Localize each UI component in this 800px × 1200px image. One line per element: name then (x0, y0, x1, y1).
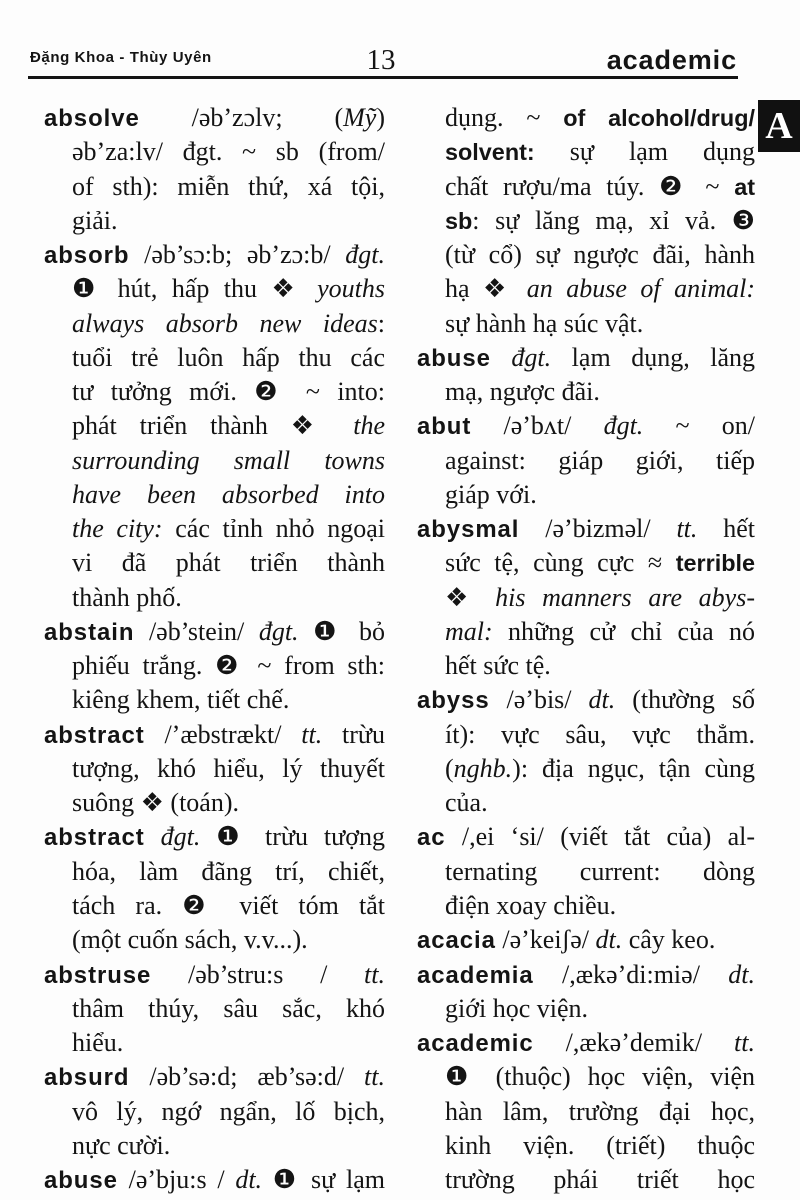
entry-text: (từ cổ) sự ngược đãi, hành (445, 240, 755, 270)
italic-text: dt. (728, 959, 755, 989)
entry-text: ( (445, 753, 454, 783)
entry-line (445, 1095, 755, 1129)
headword: academia (417, 961, 534, 989)
italic-text: đgt. (258, 616, 299, 646)
entry-line (44, 238, 385, 272)
entry-text: hạ ❖ (445, 274, 527, 304)
italic-text: tt. (676, 514, 698, 544)
entry-text: chất rượu/ma túy. ❷ ~ (445, 171, 735, 201)
entry-text: ❶ (thuộc) học viện, viện (445, 1062, 755, 1092)
entry-text: /,ækə’demik/ (533, 1028, 735, 1058)
entry-line (417, 341, 755, 375)
entry-text: nực cười. (72, 1130, 171, 1160)
entry-text: /əb’stein/ (134, 616, 259, 646)
entry-text: giáp với. (445, 479, 537, 509)
entry-text: ): địa ngục, tận cùng (512, 753, 755, 783)
entry-text: ~ on/ (643, 411, 756, 441)
entry-line (44, 958, 385, 992)
bold-phrase: sb (445, 207, 473, 234)
thumb-index-tab: A (758, 100, 800, 152)
entry-line (72, 855, 385, 889)
entry-line (445, 375, 755, 409)
italic-text: dt. (235, 1165, 263, 1195)
entry-line (417, 512, 755, 546)
entry-text: hết (697, 514, 755, 544)
entry-text: hết sức tệ. (445, 651, 551, 681)
entry-line (417, 1026, 755, 1060)
entry-text: /ə’bju:s / (117, 1165, 236, 1195)
entry-line (445, 307, 755, 341)
italic-text: the (353, 411, 385, 441)
entry-line (445, 1129, 755, 1163)
headword: abstain (44, 618, 135, 646)
entry-line (445, 135, 755, 169)
italic-text: đgt. (511, 342, 552, 372)
entry-text: trừu (322, 719, 385, 749)
entry-line (445, 272, 755, 306)
bold-phrase: at (734, 173, 755, 200)
entry-line (445, 581, 755, 615)
entry-text: tư tưởng mới. ❷ ~ into: (72, 377, 385, 407)
entry-text: /,ækə’di:miə/ (533, 959, 729, 989)
italic-text: mal: (445, 616, 493, 646)
italic-text: always absorb new ideas (72, 308, 378, 338)
entry-text: /əb’sɔ:b; əb’zɔ:b/ (129, 240, 346, 270)
entry-line (445, 204, 755, 238)
entry-text: hóa, làm đãng trí, chiết, (72, 856, 385, 886)
entry-line (44, 1163, 385, 1197)
italic-text: tt. (734, 1028, 755, 1058)
entry-line (72, 581, 385, 615)
entry-text: ❶ bỏ (298, 616, 385, 646)
entry-text: /əb’sə:d; æb’sə:d/ (129, 1062, 365, 1092)
headword: absorb (44, 242, 130, 270)
entry-text: trường phái triết học (445, 1165, 755, 1195)
entry-line (72, 889, 385, 923)
entry-line (445, 855, 755, 889)
entry-text: hàn lâm, trường đại học, (445, 1096, 755, 1126)
entry-line (72, 307, 385, 341)
entry-line (72, 923, 385, 957)
italic-text: tt. (364, 1062, 385, 1092)
italic-text: tt. (364, 959, 385, 989)
headword: abstract (44, 824, 145, 852)
entry-text: ít): vực sâu, vực thẳm. (445, 719, 755, 749)
entry-text: tuổi trẻ luôn hấp thu các (72, 342, 385, 372)
entry-line (72, 649, 385, 683)
italic-text: his manners are abys- (495, 582, 755, 612)
entry-line (72, 752, 385, 786)
headword: abut (417, 413, 472, 441)
entry-text: những cử chỉ của nó (492, 616, 755, 646)
entry-text: sự lạm dụng (534, 137, 755, 167)
entry-text: against: giáp giới, tiếp (445, 445, 755, 475)
italic-text: surrounding small towns (72, 445, 385, 475)
entry-text: thành phố. (72, 582, 182, 612)
entry-text: ❶ sự lạm (262, 1165, 385, 1195)
entry-line (445, 786, 755, 820)
entry-line (445, 170, 755, 204)
entry-line (445, 101, 755, 135)
headword: abuse (417, 344, 491, 372)
entry-line (72, 444, 385, 478)
entry-text: mạ, ngược đãi. (445, 377, 600, 407)
headword: abyss (417, 687, 490, 715)
entry-text: phát triển thành ❖ (72, 411, 354, 441)
entry-line (72, 341, 385, 375)
italic-text: have been absorbed into (72, 479, 385, 509)
italic-text: dt. (595, 925, 623, 955)
italic-text: an abuse of animal: (526, 274, 755, 304)
italic-text: nghb. (453, 753, 513, 783)
entry-text: /’æbstrækt/ (144, 719, 302, 749)
entry-text: điện xoay chiều. (445, 890, 617, 920)
entry-line (72, 1095, 385, 1129)
entry-line (72, 409, 385, 443)
headword: abuse (44, 1167, 118, 1195)
headword: abstract (44, 721, 145, 749)
bold-phrase: terrible (675, 550, 755, 577)
entry-line (445, 238, 755, 272)
entry-text: /ə’keiʃə/ (495, 925, 596, 955)
entry-line (72, 170, 385, 204)
entry-line (72, 786, 385, 820)
entry-text: ) (376, 103, 385, 132)
entry-line (44, 1060, 385, 1094)
guide-word: academic (606, 45, 737, 75)
entry-line (445, 546, 755, 580)
italic-text: youths (317, 274, 385, 304)
entry-text: (một cuốn sách, v.v...). (72, 925, 308, 955)
entry-text: /ə’bizməl/ (519, 514, 677, 544)
entry-line (44, 718, 385, 752)
entry-line (72, 1026, 385, 1060)
entry-text: (thường số (615, 685, 755, 715)
page-number: 13 (366, 44, 396, 76)
entry-line (445, 1163, 755, 1197)
entry-line (72, 992, 385, 1026)
entry-text: hiểu. (72, 1028, 124, 1058)
entry-line (72, 683, 385, 717)
entry-text: : (377, 308, 385, 338)
bold-phrase: of alcohol/drug/ (563, 105, 755, 131)
entry-text: kinh viện. (triết) thuộc (445, 1130, 755, 1160)
italic-text: đgt. (345, 240, 385, 270)
entry-line (72, 272, 385, 306)
entry-text: /ə’bis/ (489, 685, 589, 715)
italic-text: Mỹ (343, 103, 377, 132)
entry-line (72, 135, 385, 169)
headword: abstruse (44, 961, 152, 989)
entry-text: sự hành hạ súc vật. (445, 308, 644, 338)
entry-line (445, 718, 755, 752)
running-head-authors: Đặng Khoa - Thùy Uyên (30, 49, 212, 66)
entry-line (445, 752, 755, 786)
entry-text (145, 822, 161, 851)
entry-line (72, 1129, 385, 1163)
headword: acacia (417, 927, 496, 955)
entry-text: vô lý, ngớ ngẩn, lố bịch, (72, 1096, 385, 1126)
entry-text: əb’za:lv/ đgt. ~ sb (from/ (72, 137, 385, 167)
entry-line (417, 683, 755, 717)
entry-line (445, 1060, 755, 1094)
headword: ac (417, 824, 446, 852)
entry-text: thâm thúy, sâu sắc, khó (72, 993, 385, 1023)
italic-text: tt. (301, 719, 323, 749)
italic-text: dt. (588, 685, 616, 715)
entry-text: cây keo. (622, 925, 716, 955)
entry-line (445, 444, 755, 478)
entry-line (44, 820, 385, 854)
italic-text: đgt. (160, 822, 201, 852)
entry-text (491, 343, 512, 372)
entry-text: /ə’bʌt/ (471, 411, 604, 441)
headword: academic (417, 1030, 534, 1058)
entry-text: ❖ (445, 582, 496, 612)
entry-text: dụng. ~ (445, 103, 564, 132)
entry-line (72, 512, 385, 546)
entry-line (44, 615, 385, 649)
entry-text: tách ra. ❷ viết tóm tắt (72, 890, 385, 920)
entry-text: : sự lăng mạ, xỉ vả. ❸ (472, 205, 755, 235)
entry-line (445, 889, 755, 923)
entry-text: phiếu trắng. ❷ ~ from sth: (72, 651, 385, 681)
bold-phrase: solvent: (445, 139, 535, 166)
entry-text: của. (445, 788, 488, 818)
entry-line (72, 204, 385, 238)
entry-line (417, 409, 755, 443)
entry-line (72, 546, 385, 580)
header-rule (28, 76, 738, 79)
headword: absurd (44, 1064, 130, 1092)
entry-line (445, 649, 755, 683)
entry-text: ternating current: dòng (445, 856, 755, 886)
italic-text: đgt. (603, 411, 644, 441)
italic-text: the city: (72, 514, 163, 544)
entry-text: ❶ hút, hấp thu ❖ (72, 274, 318, 304)
entry-line (72, 375, 385, 409)
entry-text: các tỉnh nhỏ ngoại (162, 514, 385, 544)
entry-text: suông ❖ (toán). (72, 788, 240, 818)
entry-text: sức tệ, cùng cực ≈ (445, 548, 676, 578)
entry-text: /əb’zɔlv; ( (139, 103, 344, 132)
entry-line (445, 615, 755, 649)
entry-line (417, 958, 755, 992)
entry-text: /,ei ‘si/ (viết tắt của) al- (445, 822, 755, 852)
entry-text: vi đã phát triển thành (72, 548, 385, 578)
entry-text: giới học viện. (445, 993, 588, 1023)
entry-text: /əb’stru:s / (151, 959, 365, 989)
entry-text: ❶ trừu tượng (200, 822, 385, 852)
entry-text: tượng, khó hiểu, lý thuyết (72, 753, 385, 783)
entry-text: of sth): miễn thứ, xá tội, (72, 171, 385, 201)
entry-text: giải. (72, 205, 118, 235)
entry-line (417, 820, 755, 854)
entry-line (44, 101, 385, 135)
headword: abysmal (417, 516, 520, 544)
entry-line (445, 992, 755, 1026)
entry-line (72, 478, 385, 512)
entry-line (417, 923, 755, 957)
entry-text: kiêng khem, tiết chế. (72, 685, 290, 715)
headword: absolve (44, 105, 140, 132)
entry-line (445, 478, 755, 512)
entry-text: lạm dụng, lăng (551, 342, 755, 372)
